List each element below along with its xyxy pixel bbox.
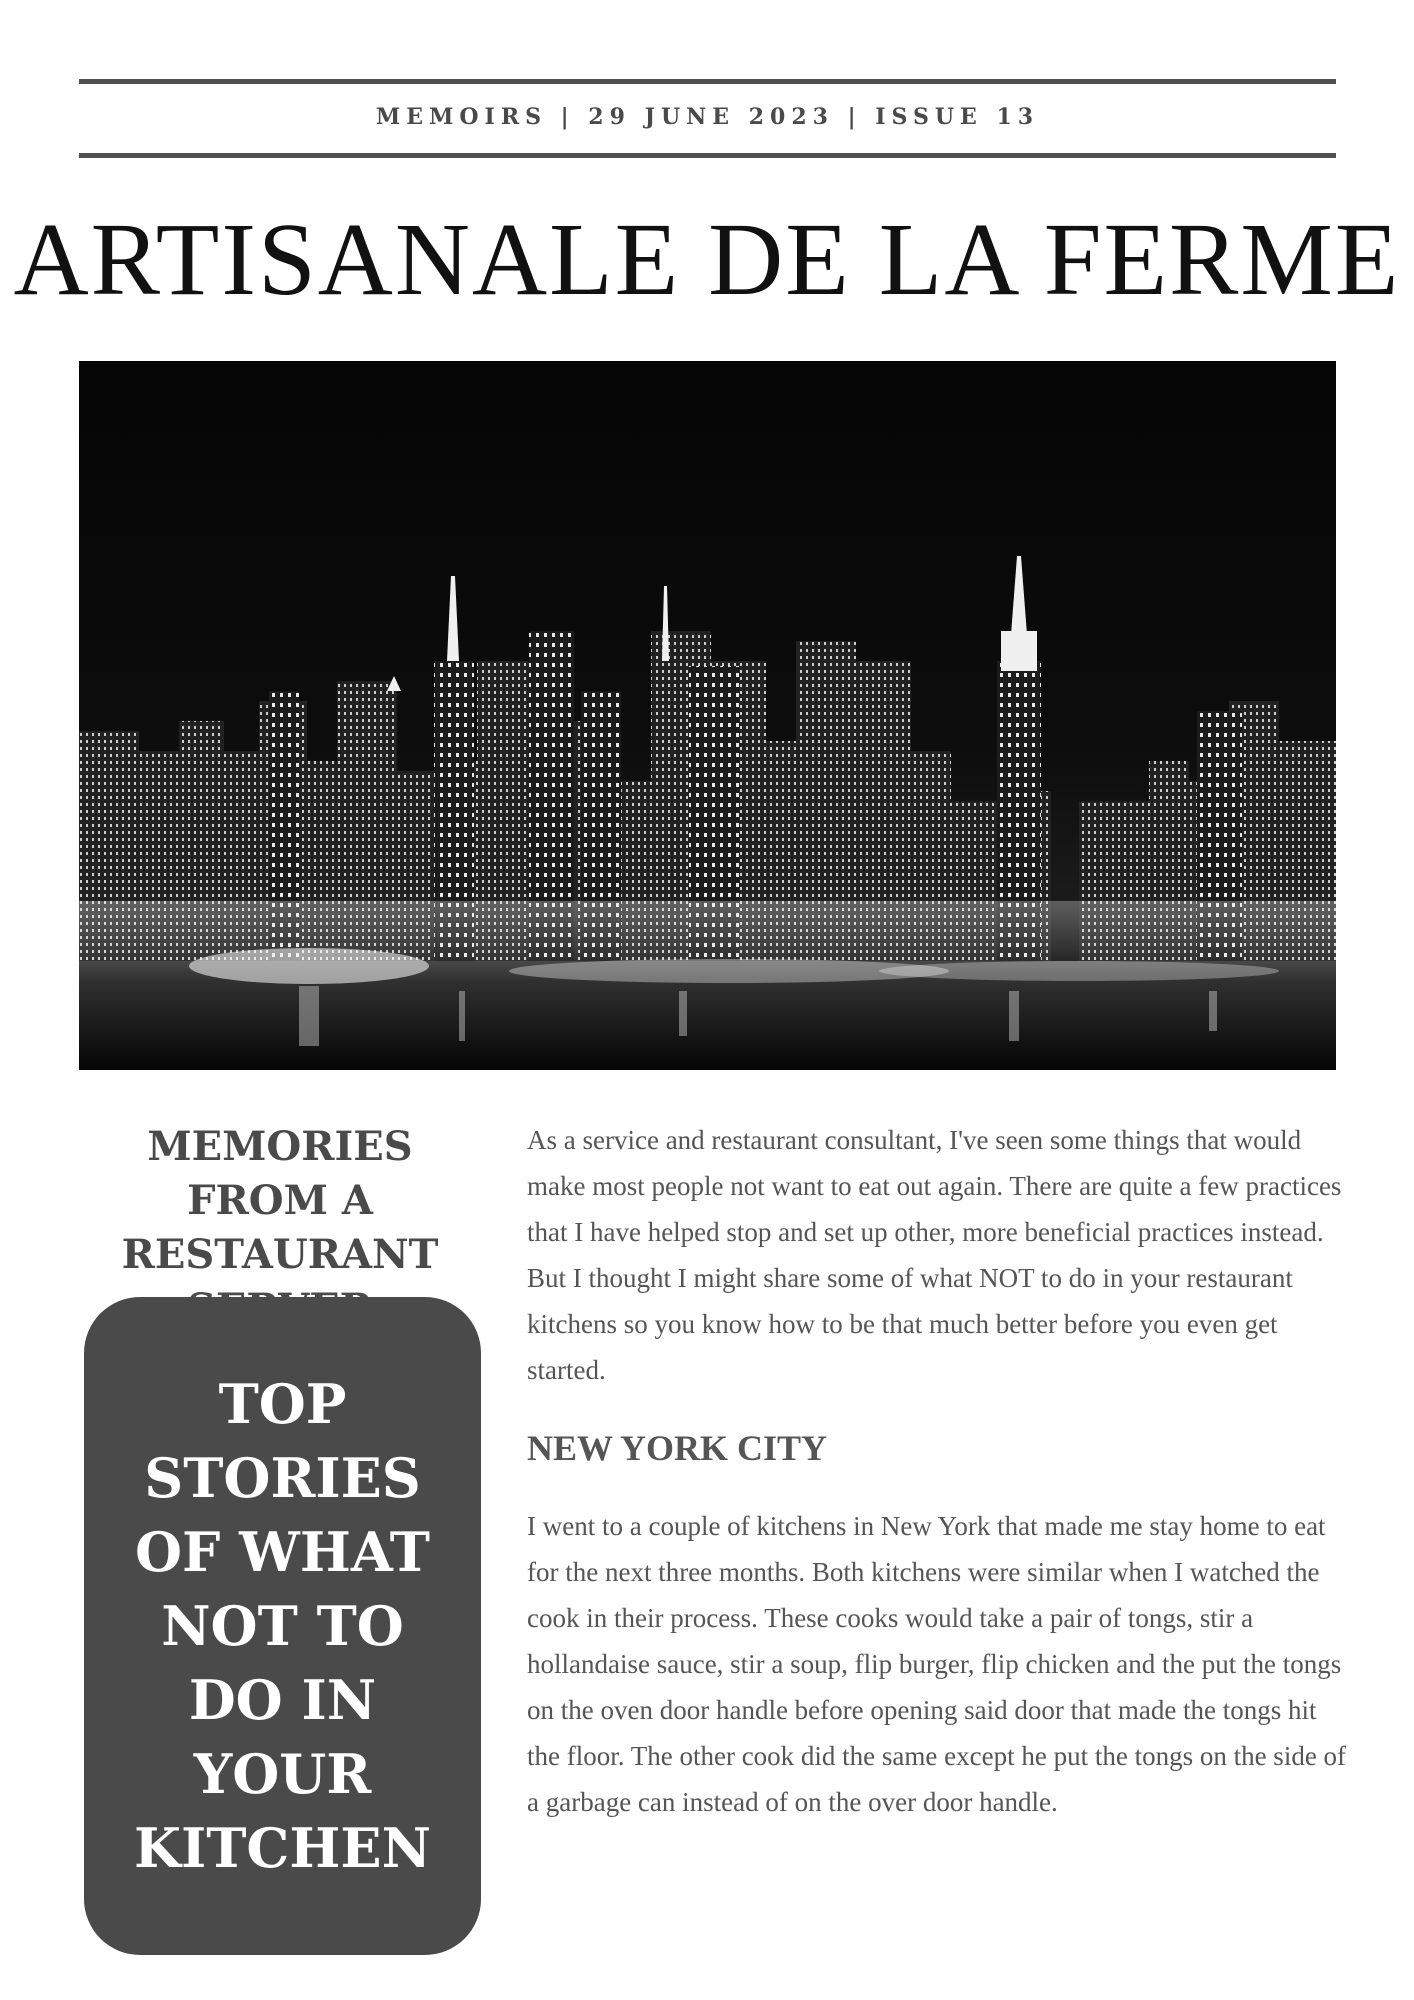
article-body — [527, 1117, 1347, 1825]
callout-text: TOP STORIES OF WHAT NOT TO DO IN YOUR KITCHEN — [134, 1372, 431, 1880]
city-skyline-icon — [79, 361, 1336, 1070]
header-top-rule — [79, 79, 1336, 84]
callout-box — [84, 1297, 481, 1955]
hero-image — [79, 361, 1336, 1070]
masthead-title: ARTISANALE DE LA FERME — [13, 202, 1401, 317]
article-intro: As a service and restaurant consultant, I've seen some things that would make most people not want to eat out again. There are quite a few practices that I have helped stop and set up other, more beneficial practices instead. But I thought I might share some of what NOT to do in your restaurant kitchens so you know how to be that much better before you even get started. — [527, 1125, 1342, 1385]
header-bottom-rule — [79, 153, 1336, 158]
article-section-title: NEW YORK CITY — [527, 1428, 828, 1468]
article-paragraph: I went to a couple of kitchens in New York that made me stay home to eat for the next three months. Both kitchens were similar when I watched the cook in their process. These cooks would take a pair of tongs, stir a hollandaise sauce, stir a soup, flip burger, flip chicken and the put the tongs on the oven door handle before opening said door that made the tongs hit the floor. The other cook did the same except he put the tongs on the side of a garbage can instead of on the over door handle. — [527, 1511, 1347, 1817]
dateline: MEMOIRS | 29 JUNE 2023 | ISSUE 13 — [375, 104, 1040, 130]
sidebar-heading: MEMORIES FROM A RESTAURANT — [121, 1123, 439, 1278]
